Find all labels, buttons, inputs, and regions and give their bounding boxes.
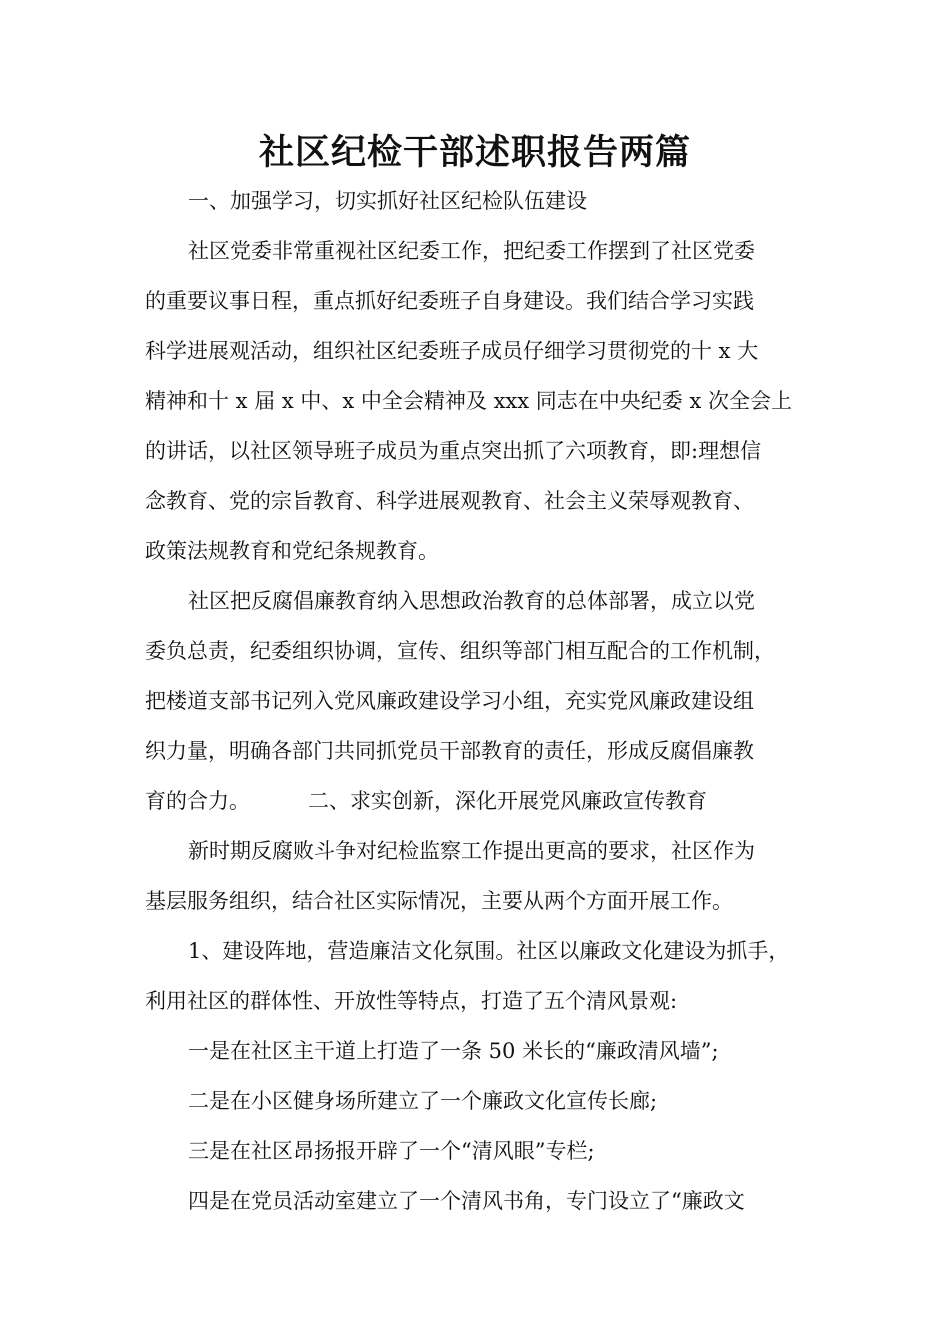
paragraph-line: 1、建设阵地，营造廉洁文化氛围。社区以廉政文化建设为抓手， <box>188 939 790 963</box>
paragraph-line: 社区把反腐倡廉教育纳入思想政治教育的总体部署，成立以党 <box>188 589 755 613</box>
document-title: 社区纪检干部述职报告两篇 <box>258 133 691 173</box>
section-heading-2: 二、求实创新，深化开展党风廉政宣传教育 <box>308 789 707 813</box>
list-item: 四是在党员活动室建立了一个清风书角，专门设立了“廉政文 <box>188 1189 745 1213</box>
paragraph-line: 委负总责，纪委组织协调，宣传、组织等部门相互配合的工作机制， <box>145 639 775 663</box>
paragraph-line: 的讲话，以社区领导班子成员为重点突出抓了六项教育，即:理想信 <box>145 439 762 463</box>
paragraph-line: 社区党委非常重视社区纪委工作，把纪委工作摆到了社区党委 <box>188 239 755 263</box>
paragraph-line: 的重要议事日程，重点抓好纪委班子自身建设。我们结合学习实践 <box>145 289 754 313</box>
paragraph-line: 念教育、党的宗旨教育、科学进展观教育、社会主义荣辱观教育、 <box>145 489 754 513</box>
paragraph-line: 新时期反腐败斗争对纪检监察工作提出更高的要求，社区作为 <box>188 839 755 863</box>
list-item: 三是在社区昂扬报开辟了一个“清风眼”专栏; <box>188 1139 595 1163</box>
paragraph-line: 织力量，明确各部门共同抓党员干部教育的责任，形成反腐倡廉教 <box>145 739 754 763</box>
list-item: 一是在社区主干道上打造了一条 50 米长的“廉政清风墙”; <box>188 1039 719 1063</box>
paragraph-line <box>145 785 825 817</box>
paragraph-line: 利用社区的群体性、开放性等特点，打造了五个清风景观: <box>145 989 678 1013</box>
paragraph-line: 精神和十 x 届 x 中、x 中全会精神及 xxx 同志在中央纪委 x 次全会上 <box>145 389 792 413</box>
paragraph-line: 基层服务组织，结合社区实际情况，主要从两个方面开展工作。 <box>145 889 733 913</box>
paragraph-end-text: 育的合力。 <box>145 789 250 813</box>
section-heading-1: 一、加强学习，切实抓好社区纪检队伍建设 <box>188 189 587 213</box>
list-item: 二是在小区健身场所建立了一个廉政文化宣传长廊; <box>188 1089 658 1113</box>
paragraph-line: 把楼道支部书记列入党风廉政建设学习小组，充实党风廉政建设组 <box>145 689 754 713</box>
paragraph-line: 科学进展观活动，组织社区纪委班子成员仔细学习贯彻党的十 x 大 <box>145 339 759 363</box>
paragraph-line: 政策法规教育和党纪条规教育。 <box>145 539 439 563</box>
